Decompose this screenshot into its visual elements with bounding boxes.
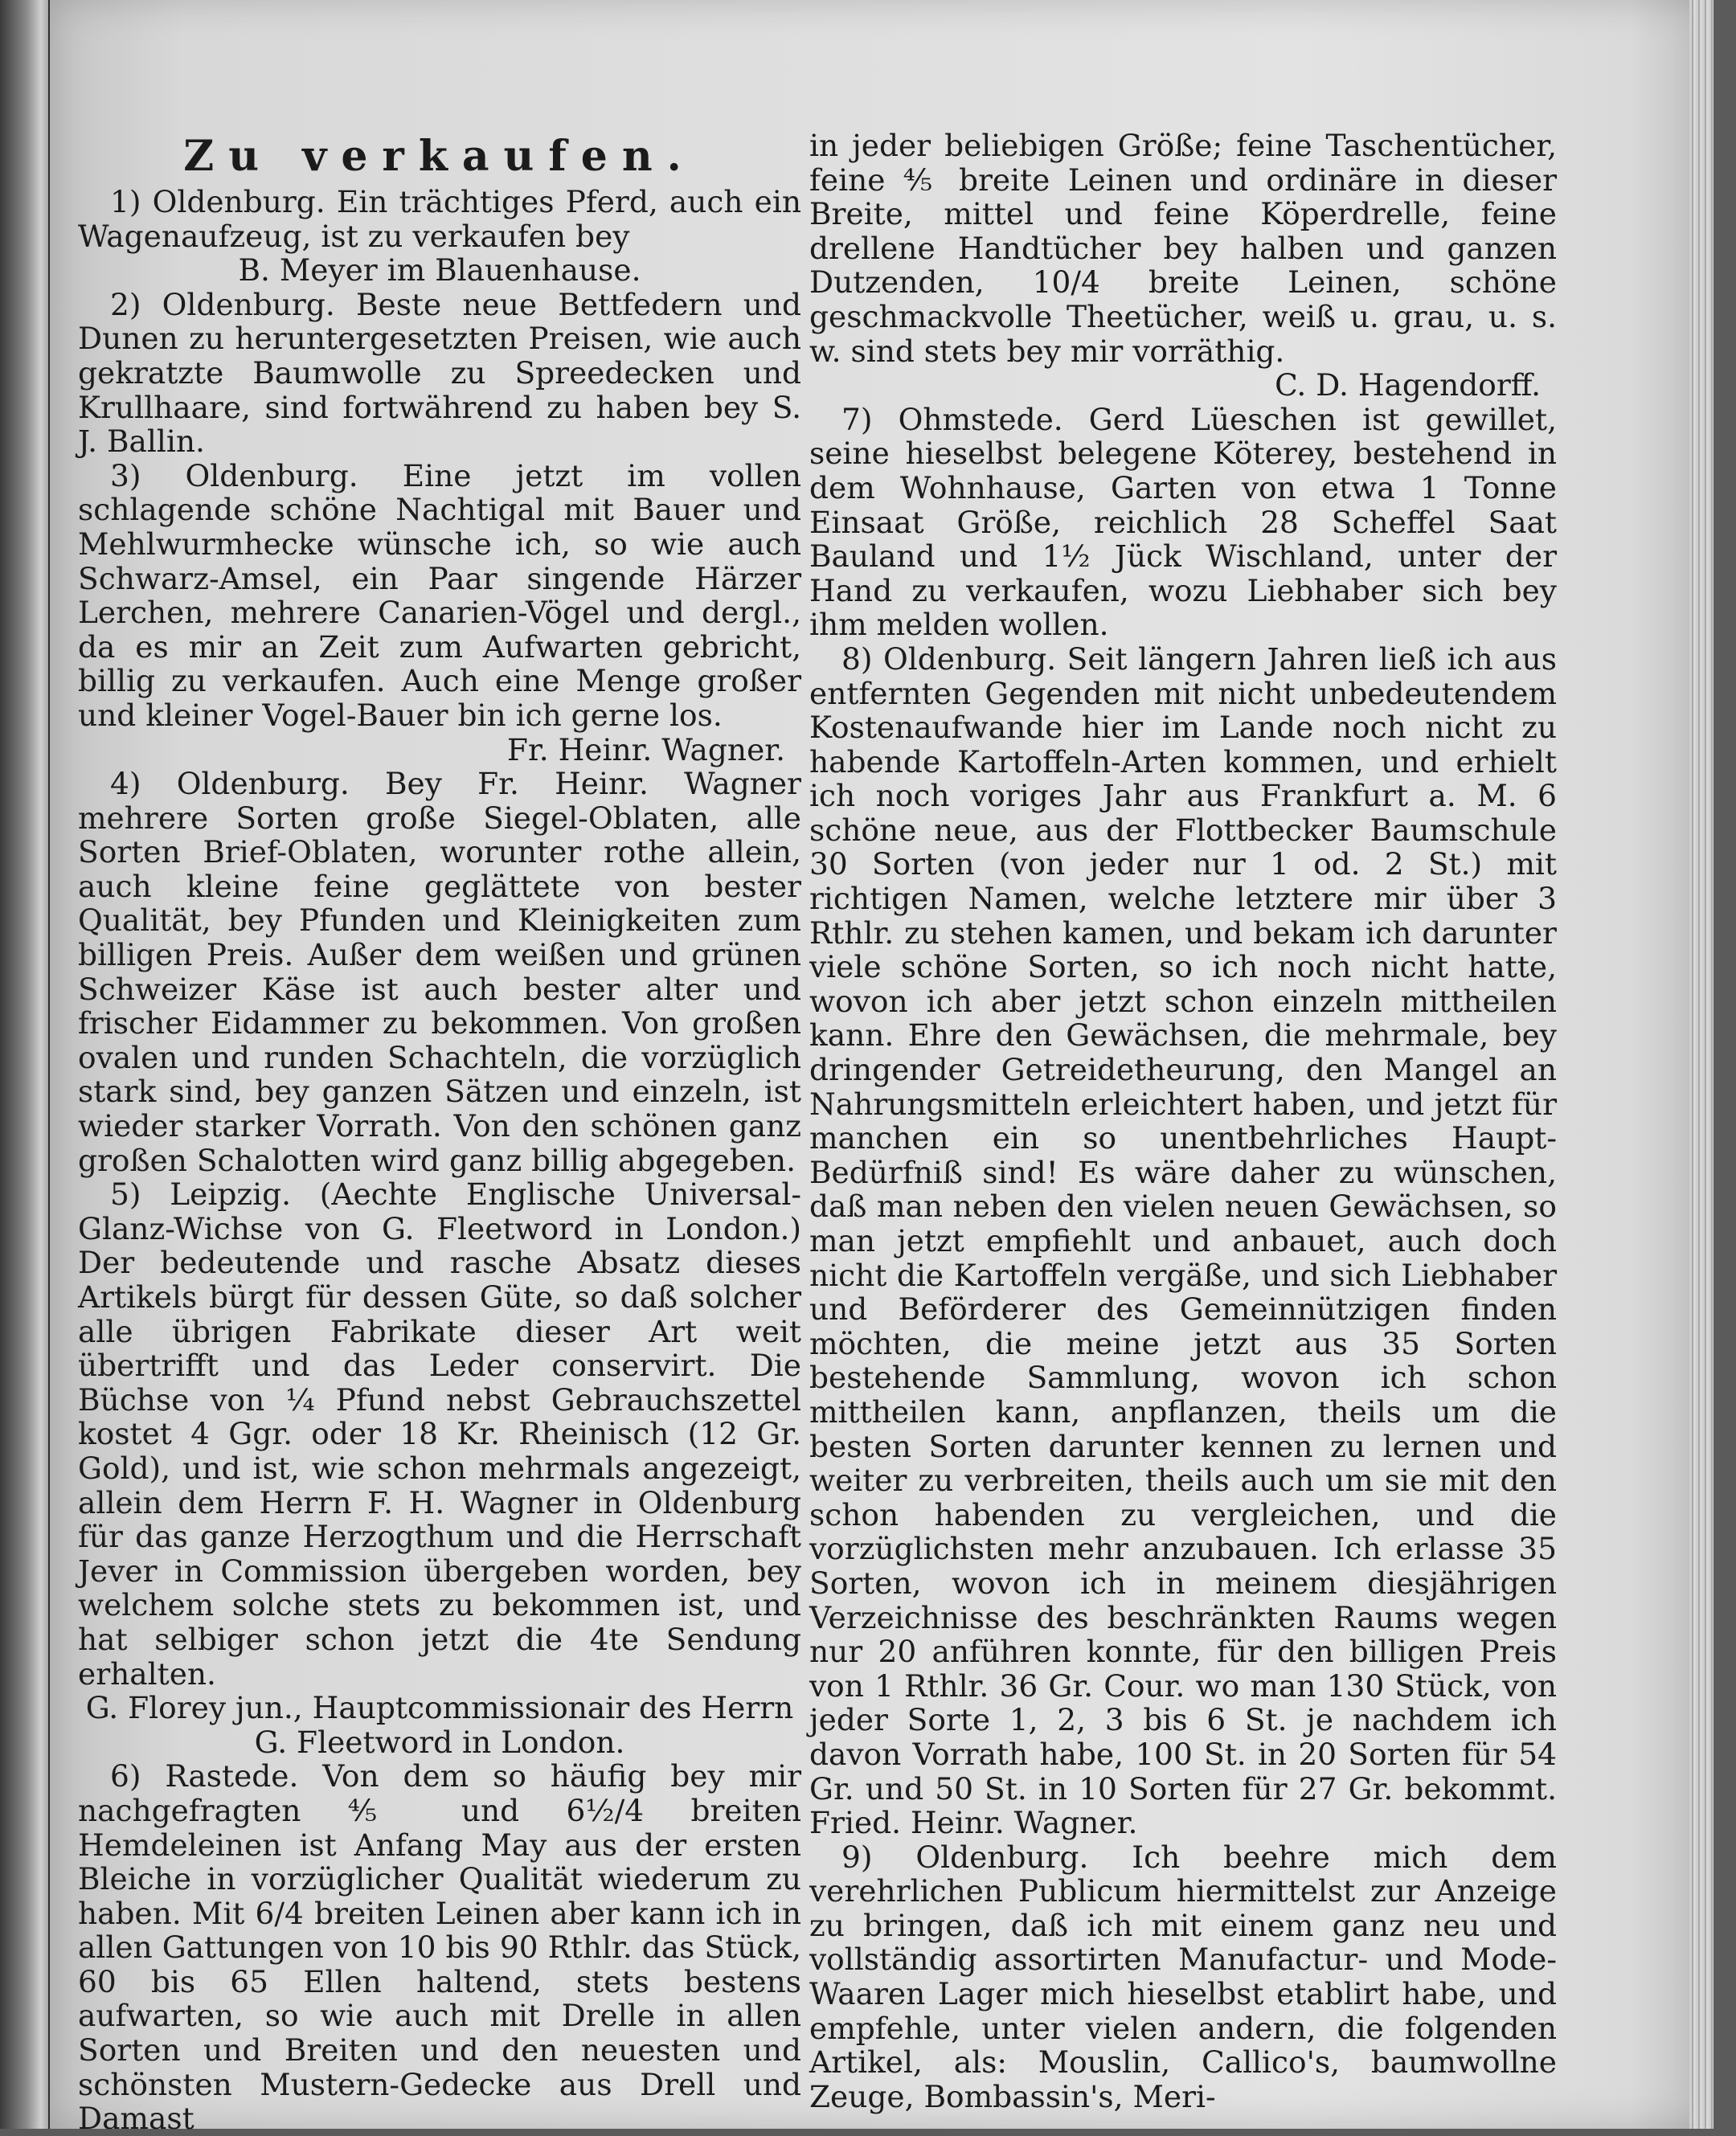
advert-signature: B. Meyer im Blauenhause. <box>238 252 641 288</box>
advert-text: 2) Oldenburg. Beste neue Bettfedern und Dunen zu heruntergesetzten Preisen, wie auch gekratzte Baumwolle zu Spreedecken und Krullhaare, sind fortwährend zu haben bey S. J. Ballin. <box>78 286 801 460</box>
advert-entry-9 <box>809 1840 1557 2114</box>
advert-text: in jeder beliebigen Größe; feine Taschentücher, feine ⅘ breite Leinen und ordinäre in dieser Breite, mittel und feine Köperdrelle, feine drellene Handtücher bey halben und ganzen Dutzenden, 10/4 breite Leinen, schöne geschmackvolle Theetücher, weiß u. grau, u. s. w. sind stets bey mir vorräthig. <box>809 128 1557 369</box>
advert-text: 6) Rastede. Von dem so häufig bey mir nachgefragten ⅘ und 6½/4 breiten Hemdeleinen ist Anfang May aus der ersten Bleiche in vorzüglicher Qualität wiederum zu haben. Mit 6/4 breiten Leinen aber kann ich in allen Gattungen von 10 bis 90 Rthlr. das Stück, 60 bis 65 Ellen haltend, stets bestens aufwarten, so wie auch mit Drelle in allen Sorten und Breiten und den neuesten und schönsten Mustern-Gedecke aus Drell und Damast <box>78 1758 801 2136</box>
section-heading: Zu verkaufen. <box>183 132 696 181</box>
advert-entry-6-continued <box>809 129 1557 403</box>
advert-entry-7 <box>809 403 1557 642</box>
advert-entry-6 <box>78 1759 801 2136</box>
advert-entry-8 <box>809 642 1557 1840</box>
left-column <box>78 129 801 2136</box>
book-spine <box>0 0 48 2129</box>
advert-text: 7) Ohmstede. Gerd Lüeschen ist gewillet, seine hieselbst belegene Köterey, bestehend in dem Wohnhause, Garten von etwa 1 Tonne Einsaat Größe, reichlich 28 Scheffel Saat Bauland und 1½ Jück Wischland, unter der Hand zu verkaufen, wozu Liebhaber sich bey ihm melden wollen. <box>809 401 1557 643</box>
advert-signature: Fr. Heinr. Wagner. <box>506 731 785 767</box>
advert-text: 5) Leipzig. (Aechte Englische Universal-Glanz-Wichse von G. Fleetword in London.) Der bedeutende und rasche Absatz dieses Artikels bürgt für dessen Güte, so daß solcher alle übrigen Fabrikate dieser Art weit übertrifft und das Leder conservirt. Die Büchse von ¼ Pfund nebst Gebrauchszettel kostet 4 Ggr. oder 18 Kr. Rheinisch (12 Gr. Gold), und ist, wie schon mehrmals angezeigt, allein dem Herrn F. H. Wagner in Oldenburg für das ganze Herzogthum und die Herrschaft Jever in Commission übergeben worden, bey welchem solche stets zu bekommen ist, und hat selbiger schon jetzt die 4te Sendung erhalten. <box>78 1176 801 1692</box>
advert-signature: C. D. Hagendorff. <box>1275 367 1541 403</box>
advert-signature: G. Florey jun., Hauptcommissionair des Herrn G. Fleetword in London. <box>85 1690 794 1760</box>
advert-text: 1) Oldenburg. Ein trächtiges Pferd, auch ein Wagenaufzeug, ist zu verkaufen bey <box>78 184 801 254</box>
page-edge <box>1689 0 1713 2129</box>
advert-entry-2 <box>78 288 801 459</box>
advert-text: 8) Oldenburg. Seit längern Jahren ließ ich aus entfernten Gegenden mit nicht unbedeutendem Kostenaufwande hier im Lande noch nicht zu habende Kartoffeln-Arten kommen, und erhielt ich noch voriges Jahr aus Frankfurt a. M. 6 schöne neue, aus der Flottbecker Baumschule 30 Sorten (von jeder nur 1 od. 2 St.) mit richtigen Namen, welche letztere mir über 3 Rthlr. zu stehen kamen, und bekam ich darunter viele schöne Sorten, so ich noch nicht hatte, wovon ich aber jetzt schon einzeln mittheilen kann. Ehre den Gewächsen, die mehrmale, bey dringender Getreidetheurung, den Mangel an Nahrungsmitteln erleichtert haben, und jetzt für manchen ein so unentbehrliches Haupt-Bedürfniß sind! Es wäre daher zu wünschen, daß man neben den vielen neuen Gewächsen, so man jetzt empfiehlt und anbauet, auch doch nicht die Kartoffeln vergäße, und sich Liebhaber und Beförderer des Gemeinnützigen finden möchten, die meine jetzt aus 35 Sorten bestehende Sammlung, wovon ich schon mittheilen kann, anpflanzen, theils um die besten Sorten darunter kennen zu lernen und weiter zu verbreiten, theils auch um sie mit den schon habenden zu vergleichen, und die vorzüglichsten mehr anzubauen. Ich erlasse 35 Sorten, wovon ich in meinem diesjährigen Verzeichnisse des beschränkten Raums wegen nur 20 anführen konnte, für den billigen Preis von 1 Rthlr. 36 Gr. Cour. wo man 130 Stück, von jeder Sorte 1, 2, 3 bis 6 St. je nachdem ich davon Vorrath habe, 100 St. in 20 Sorten für 54 Gr. und 50 St. in 10 Sorten für 27 Gr. bekommt. Fried. Heinr. Wagner. <box>809 640 1557 1841</box>
newspaper-page <box>48 0 1713 2136</box>
advert-entry-3 <box>78 459 801 767</box>
advert-entry-4 <box>78 767 801 1177</box>
advert-text: 9) Oldenburg. Ich beehre mich dem verehrlichen Publicum hiermittelst zur Anzeige zu bringen, daß ich mit einem ganz neu und vollständig assortirten Manufactur- und Mode-Waaren Lager mich hieselbst etablirt habe, und empfehle, unter vielen andern, die folgenden Artikel, als: Mouslin, Callico's, baumwollne Zeuge, Bombassin's, Meri- <box>809 1839 1557 2114</box>
right-column <box>809 129 1557 2113</box>
advert-entry-5 <box>78 1177 801 1759</box>
advert-entry-1 <box>78 185 801 288</box>
advert-text: 3) Oldenburg. Eine jetzt im vollen schlagende schöne Nachtigal mit Bauer und Mehlwurmhecke wünsche ich, so wie auch Schwarz-Amsel, ein Paar singende Härzer Lerchen, mehrere Canarien-Vögel und dergl., da es mir an Zeit zum Aufwarten gebricht, billig zu verkaufen. Auch eine Menge großer und kleiner Vogel-Bauer bin ich gerne los. <box>78 457 801 733</box>
advert-text: 4) Oldenburg. Bey Fr. Heinr. Wagner mehrere Sorten große Siegel-Oblaten, alle Sorten Brief-Oblaten, worunter rothe allein, auch kleine feine geglättete von bester Qualität, bey Pfunden und Kleinigkeiten zum billigen Preis. Außer dem weißen und grünen Schweizer Käse ist auch bester alter und frischer Eidammer zu bekommen. Von großen ovalen und runden Schachteln, die vorzüglich stark sind, bey ganzen Sätzen und einzeln, ist wieder starker Vorrath. Von den schönen ganz großen Schalotten wird ganz billig abgegeben. <box>78 766 801 1178</box>
